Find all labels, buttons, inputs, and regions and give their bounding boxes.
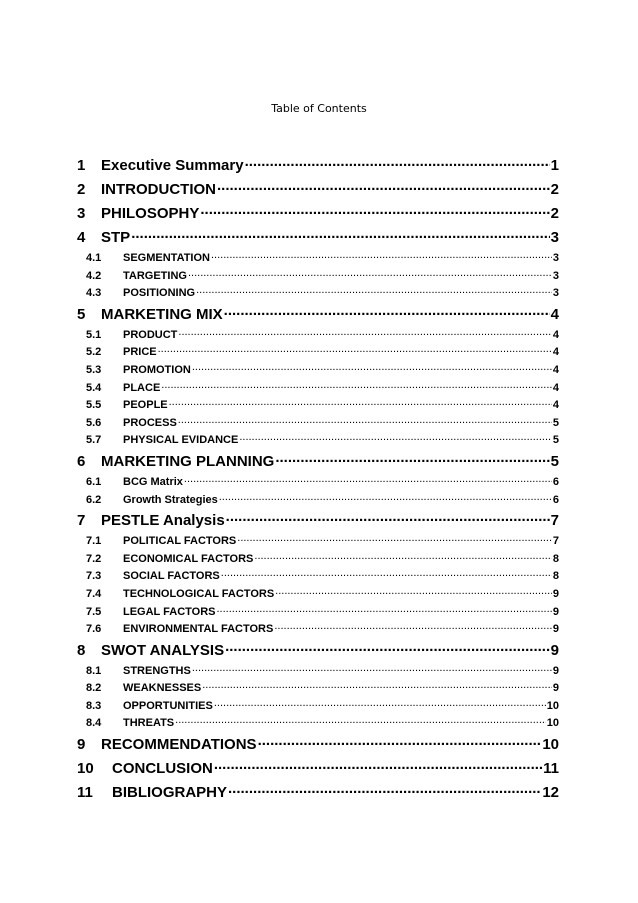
toc-dot-leader — [254, 551, 551, 569]
toc-entry-number: 1 — [77, 157, 86, 174]
toc-entry-number: 6.1 — [86, 475, 102, 488]
toc-entry-number: 7.6 — [86, 623, 102, 636]
toc-entry-number: 5 — [77, 305, 86, 323]
toc-dot-leader — [226, 509, 550, 533]
toc-dot-leader — [225, 639, 550, 663]
toc-entry-page: 6 — [552, 493, 559, 506]
toc-entry-subsection[interactable] — [77, 344, 559, 362]
toc-entry-page: 6 — [552, 475, 559, 488]
toc-entry-number: 11 — [77, 784, 93, 802]
toc-entry-number: 7.4 — [86, 587, 102, 600]
toc-dot-leader — [274, 621, 552, 639]
toc-entry-page: 4 — [552, 381, 559, 394]
toc-entry-title: BIBLIOGRAPHY — [112, 784, 228, 802]
toc-entry-title: SWOT ANALYSIS — [101, 641, 225, 659]
toc-entry-number: 5.7 — [86, 434, 102, 447]
toc-entry-subsection[interactable] — [77, 680, 559, 698]
toc-list — [77, 154, 559, 805]
toc-entry-title: SEGMENTATION — [123, 252, 210, 264]
toc-dot-leader — [237, 533, 552, 551]
toc-dot-leader — [200, 202, 549, 226]
toc-entry-page: 3 — [550, 229, 559, 246]
toc-entry-page: 4 — [552, 399, 559, 412]
toc-entry-number: 10 — [77, 760, 94, 778]
toc-dot-leader — [178, 327, 551, 345]
toc-entry-page: 8 — [552, 570, 559, 583]
toc-entry-page: 11 — [543, 760, 559, 778]
toc-entry-number: 2 — [77, 181, 86, 198]
toc-entry-page: 10 — [542, 736, 559, 754]
toc-entry-title: PHYSICAL EVIDANCE — [123, 434, 239, 447]
toc-entry-section[interactable] — [77, 781, 559, 805]
toc-entry-title: MARKETING MIX — [101, 305, 223, 323]
toc-entry-number: 7.1 — [86, 535, 102, 548]
toc-dot-leader — [221, 568, 552, 586]
toc-entry-section[interactable] — [77, 757, 559, 781]
toc-entry-number: 8 — [77, 641, 86, 659]
toc-entry-number: 5.2 — [86, 346, 102, 359]
toc-entry-page: 2 — [550, 181, 559, 198]
toc-entry-title: RECOMMENDATIONS — [101, 736, 257, 754]
toc-entry-title: TARGETING — [123, 269, 187, 282]
toc-dot-leader — [275, 450, 549, 474]
toc-entry-title: PLACE — [123, 381, 161, 394]
toc-dot-leader — [169, 397, 552, 415]
toc-entry-title: Executive Summary — [101, 157, 244, 174]
toc-entry-page: 4 — [552, 346, 559, 359]
toc-entry-title: LEGAL FACTORS — [123, 605, 216, 618]
toc-entry-subsection[interactable] — [77, 397, 559, 415]
toc-entry-number: 5.3 — [86, 363, 102, 376]
toc-entry-number: 5.4 — [86, 381, 102, 394]
toc-entry-page: 9 — [552, 623, 559, 636]
toc-entry-subsection[interactable] — [77, 698, 559, 716]
toc-dot-leader — [158, 344, 552, 362]
toc-entry-title: POLITICAL FACTORS — [123, 535, 237, 548]
toc-entry-page: 7 — [552, 535, 559, 548]
toc-entry-section[interactable] — [77, 202, 559, 226]
toc-entry-page: 7 — [550, 512, 559, 530]
toc-entry-title: ECONOMICAL FACTORS — [123, 552, 254, 565]
toc-entry-section[interactable] — [77, 154, 559, 178]
toc-entry-number: 6 — [77, 452, 86, 470]
toc-entry-title: PHILOSOPHY — [101, 205, 200, 222]
toc-entry-title: WEAKNESSES — [123, 682, 202, 695]
toc-dot-leader — [224, 303, 550, 327]
toc-entry-title: PEOPLE — [123, 399, 168, 412]
toc-entry-subsection[interactable] — [77, 533, 559, 551]
toc-entry-page: 5 — [552, 434, 559, 447]
toc-dot-leader — [175, 715, 546, 733]
toc-entry-title: SOCIAL FACTORS — [123, 570, 220, 583]
toc-entry-page: 5 — [550, 452, 559, 470]
toc-dot-leader — [131, 226, 549, 250]
toc-entry-number: 5.1 — [86, 328, 102, 341]
toc-entry-subsection[interactable] — [77, 474, 559, 492]
toc-entry-subsection[interactable] — [77, 492, 559, 510]
toc-dot-leader — [214, 757, 542, 781]
toc-entry-page: 9 — [552, 664, 559, 677]
toc-entry-number: 8.1 — [86, 664, 102, 677]
toc-entry-title: PROCESS — [123, 416, 177, 429]
toc-entry-title: TECHNOLOGICAL FACTORS — [123, 587, 275, 600]
toc-dot-leader — [202, 680, 552, 698]
toc-entry-number: 3 — [77, 205, 86, 222]
toc-dot-leader — [192, 362, 552, 380]
toc-dot-leader — [196, 285, 552, 303]
toc-entry-number: 7.2 — [86, 552, 102, 565]
toc-entry-subsection[interactable] — [77, 415, 559, 433]
toc-entry-subsection[interactable] — [77, 285, 559, 303]
toc-entry-subsection[interactable] — [77, 568, 559, 586]
toc-dot-leader — [211, 250, 552, 268]
toc-entry-title: STRENGTHS — [123, 664, 191, 677]
toc-entry-subsection[interactable] — [77, 551, 559, 569]
toc-dot-leader — [239, 432, 552, 450]
toc-entry-subsection[interactable] — [77, 663, 559, 681]
toc-entry-title: OPPORTUNITIES — [123, 699, 213, 712]
toc-entry-page: 12 — [542, 784, 559, 802]
toc-entry-subsection[interactable] — [77, 362, 559, 380]
toc-entry-number: 8.4 — [86, 717, 102, 730]
toc-entry-page: 4 — [552, 328, 559, 341]
toc-dot-leader — [245, 154, 550, 178]
toc-entry-title: POSITIONING — [123, 287, 196, 300]
toc-entry-page: 9 — [552, 682, 559, 695]
toc-entry-number: 6.2 — [86, 493, 102, 506]
toc-dot-leader — [161, 380, 552, 398]
toc-entry-number: 7.3 — [86, 570, 102, 583]
toc-entry-page: 1 — [550, 157, 559, 174]
toc-entry-subsection[interactable] — [77, 268, 559, 286]
toc-entry-title: BCG Matrix — [123, 475, 183, 488]
toc-entry-number: 4.3 — [86, 287, 102, 300]
toc-entry-page: 9 — [550, 641, 559, 659]
toc-entry-title: THREATS — [123, 717, 175, 730]
toc-entry-title: CONCLUSION — [112, 760, 213, 778]
toc-entry-page: 3 — [552, 287, 559, 300]
toc-entry-section[interactable] — [77, 509, 559, 533]
toc-entry-section[interactable] — [77, 450, 559, 474]
toc-entry-page: 9 — [552, 605, 559, 618]
toc-entry-subsection[interactable] — [77, 327, 559, 345]
toc-dot-leader — [275, 586, 552, 604]
toc-entry-section[interactable] — [77, 178, 559, 202]
toc-entry-number: 9 — [77, 736, 86, 754]
toc-dot-leader — [258, 733, 542, 757]
toc-entry-subsection[interactable] — [77, 715, 559, 733]
toc-entry-title: ENVIRONMENTAL FACTORS — [123, 623, 274, 636]
toc-entry-section[interactable] — [77, 303, 559, 327]
toc-dot-leader — [178, 415, 552, 433]
toc-entry-title: PRODUCT — [123, 328, 178, 341]
toc-title: Table of Contents — [271, 102, 367, 115]
toc-dot-leader — [192, 663, 552, 681]
toc-entry-page: 4 — [550, 305, 559, 323]
toc-entry-number: 5.5 — [86, 399, 102, 412]
toc-entry-section[interactable] — [77, 226, 559, 250]
toc-entry-page: 10 — [546, 699, 559, 712]
toc-entry-subsection[interactable] — [77, 250, 559, 268]
toc-entry-subsection[interactable] — [77, 380, 559, 398]
toc-entry-page: 4 — [552, 363, 559, 376]
toc-entry-page: 5 — [552, 416, 559, 429]
toc-entry-number: 7.5 — [86, 605, 102, 618]
toc-entry-title: PROMOTION — [123, 363, 191, 376]
toc-dot-leader — [184, 474, 552, 492]
toc-entry-page: 3 — [552, 269, 559, 282]
toc-dot-leader — [217, 178, 550, 202]
toc-entry-page: 9 — [552, 587, 559, 600]
toc-entry-number: 4 — [77, 229, 86, 246]
toc-entry-section[interactable] — [77, 639, 559, 663]
toc-entry-subsection[interactable] — [77, 432, 559, 450]
toc-dot-leader — [228, 781, 541, 805]
toc-dot-leader — [188, 268, 552, 286]
toc-entry-number: 8.3 — [86, 699, 102, 712]
toc-entry-title: Growth Strategies — [123, 493, 218, 506]
toc-entry-number: 7 — [77, 512, 86, 530]
toc-entry-number: 5.6 — [86, 416, 102, 429]
toc-entry-page: 3 — [552, 252, 559, 264]
toc-entry-page: 8 — [552, 552, 559, 565]
toc-entry-title: INTRODUCTION — [101, 181, 216, 198]
toc-dot-leader — [214, 698, 546, 716]
toc-entry-page: 10 — [546, 717, 559, 730]
toc-entry-subsection[interactable] — [77, 604, 559, 622]
toc-dot-leader — [219, 492, 552, 510]
toc-entry-subsection[interactable] — [77, 586, 559, 604]
toc-entry-title: PESTLE Analysis — [101, 512, 225, 530]
toc-entry-title: STP — [101, 229, 131, 246]
toc-entry-page: 2 — [550, 205, 559, 222]
toc-entry-title: MARKETING PLANNING — [101, 452, 275, 470]
toc-entry-title: PRICE — [123, 346, 157, 359]
toc-entry-section[interactable] — [77, 733, 559, 757]
toc-entry-number: 8.2 — [86, 682, 102, 695]
toc-entry-number: 4.2 — [86, 269, 102, 282]
toc-entry-number: 4.1 — [86, 252, 102, 264]
toc-entry-subsection[interactable] — [77, 621, 559, 639]
toc-dot-leader — [217, 604, 552, 622]
